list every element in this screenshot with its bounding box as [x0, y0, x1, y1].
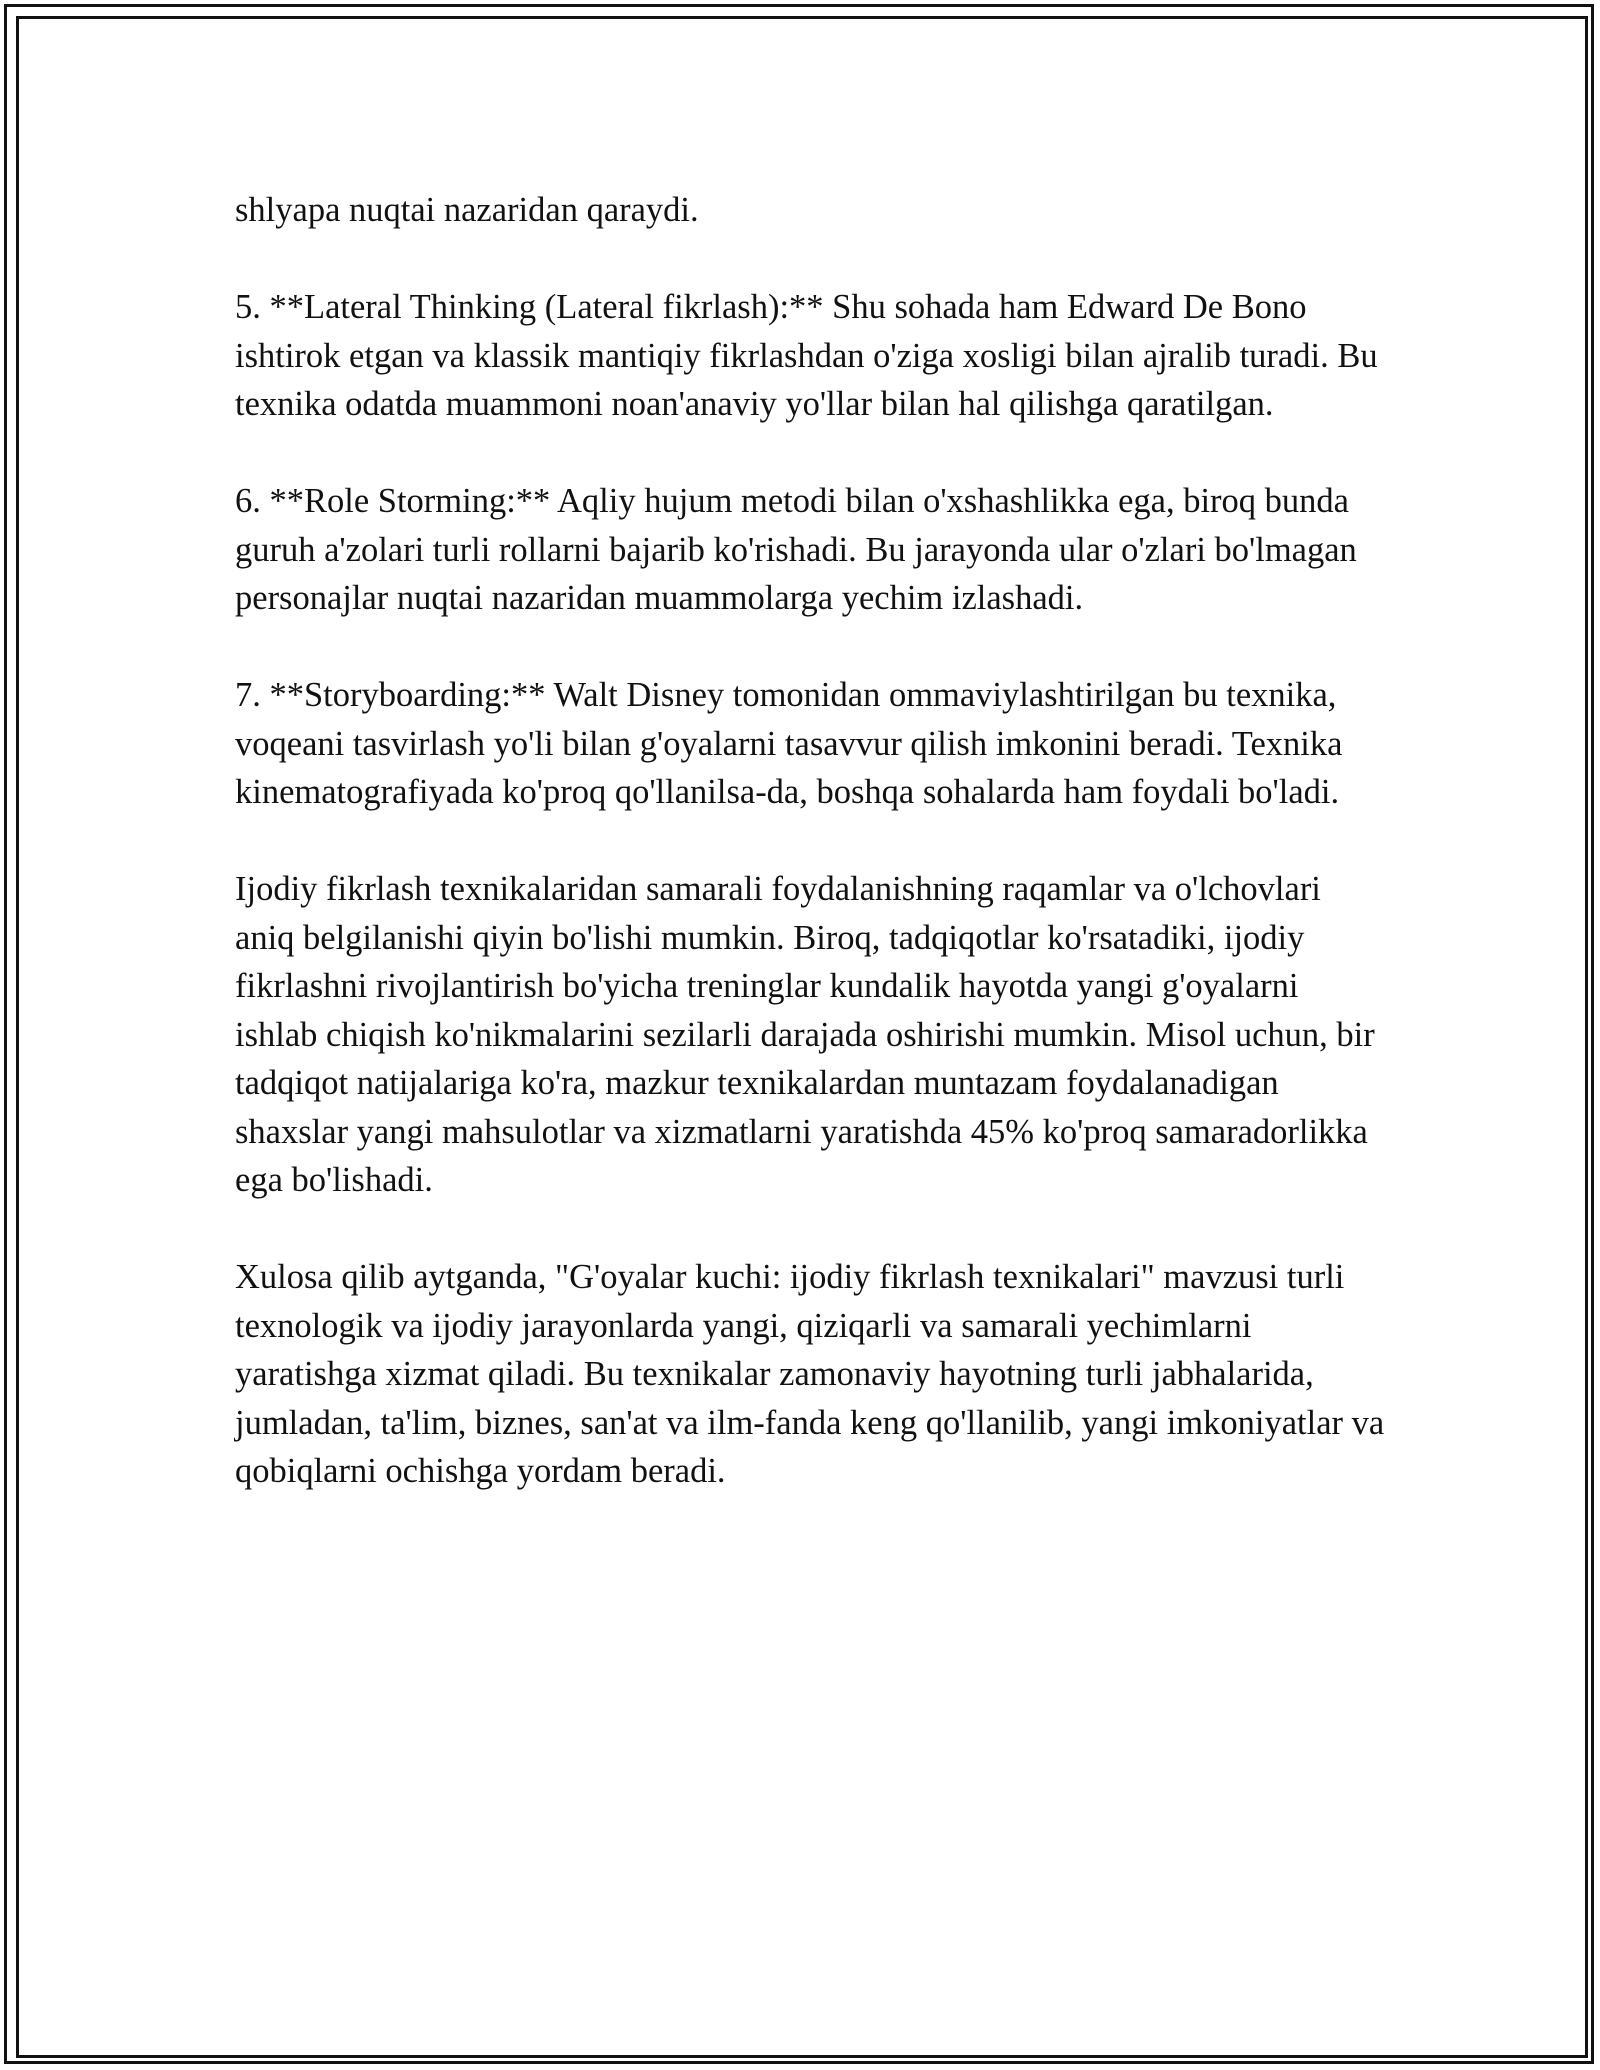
paragraph-research: Ijodiy fikrlash texnikalaridan samarali foydalanishning raqamlar va o'lchovlari aniq belgilanishi qiyin bo'lishi mumkin. Biroq, tadqiqotlar ko'rsatadiki, ijodiy fikrlashni rivojlantirish bo'yicha treninglar kundalik hayotda yangi g'oyalarni ishlab chiqish ko'nikmalarini sezilarli darajada oshirishi mumkin. Misol uchun, bir tadqiqot natijalariga ko'ra, mazkur texnikalardan muntazam foydalanadigan shaxslar yangi mahsulotlar va xizmatlarni yaratishda 45% ko'proq samaradorlikka ega bo'lishadi. [235, 870, 1375, 1199]
paragraph-continuation: shlyapa nuqtai nazaridan qaraydi. [235, 191, 699, 229]
document-body [235, 186, 1385, 1496]
paragraph-storyboarding: 7. **Storyboarding:** Walt Disney tomonidan ommaviylashtirilgan bu texnika, voqeani tasvirlash yo'li bilan g'oyalarni tasavvur qilish imkonini beradi. Texnika kinematografiyada ko'proq qo'llanilsa-da, boshqa sohalarda ham foydali bo'ladi. [235, 676, 1343, 811]
paragraph-role-storming: 6. **Role Storming:** Aqliy hujum metodi bilan o'xshashlikka ega, biroq bunda guruh a'zolari turli rollarni bajarib ko'rishadi. Bu jarayonda ular o'zlari bo'lmagan personajlar nuqtai nazaridan muammolarga yechim izlashadi. [235, 482, 1357, 617]
paragraph-lateral-thinking: 5. **Lateral Thinking (Lateral fikrlash):** Shu sohada ham Edward De Bono ishtirok etgan va klassik mantiqiy fikrlashdan o'ziga xosligi bilan ajralib turadi. Bu texnika odatda muammoni noan'anaviy yo'llar bilan hal qilishga qaratilgan. [235, 288, 1378, 423]
paragraph-conclusion: Xulosa qilib aytganda, "G'oyalar kuchi: ijodiy fikrlash texnikalari" mavzusi turli texnologik va ijodiy jarayonlarda yangi, qiziqarli va samarali yechimlarni yaratishga xizmat qiladi. Bu texnikalar zamonaviy hayotning turli jabhalarida, jumladan, ta'lim, biznes, san'at va ilm-fanda keng qo'llanilib, yangi imkoniyatlar va qobiqlarni ochishga yordam beradi. [235, 1258, 1385, 1490]
